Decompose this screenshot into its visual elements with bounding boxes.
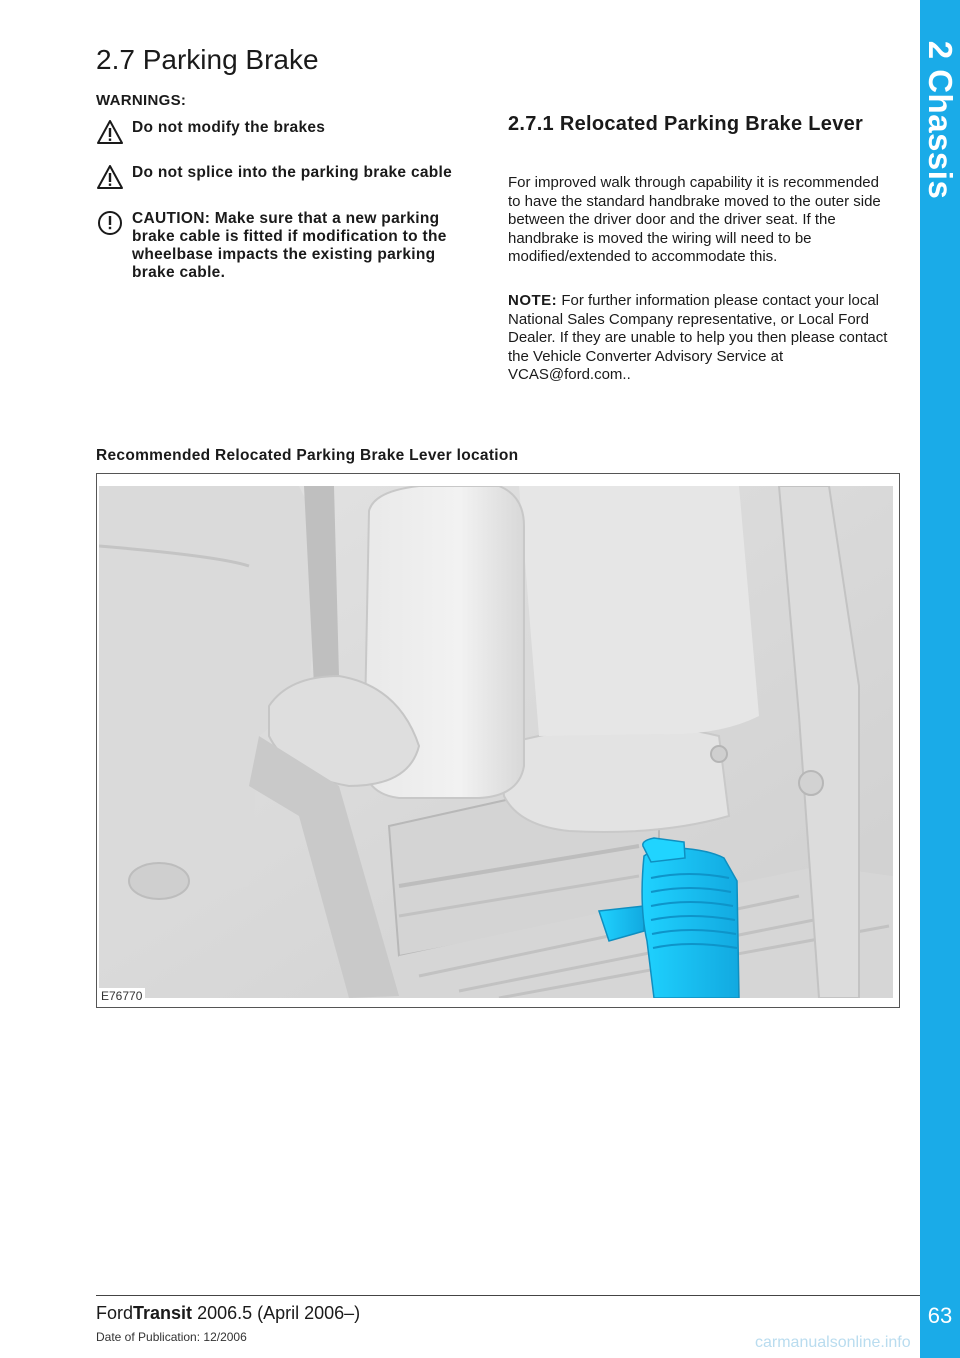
caution-text: CAUTION: Make sure that a new parking brake cable is fitted if modification to the wheelbase impacts the existing parking brake cable. bbox=[132, 210, 447, 281]
note-text: For further information please contact your local National Sales Company representative, or Local Ford Dealer. If they are unable to help you then please contact the Vehicle Converter Advisory Service at VCAS@ford.com.. bbox=[508, 292, 888, 384]
note-label: NOTE: bbox=[508, 292, 558, 309]
figure-id: E76770 bbox=[98, 988, 145, 1004]
caution-item bbox=[96, 210, 480, 306]
watermark: carmanualsonline.info bbox=[755, 1334, 911, 1351]
parking-brake-illustration bbox=[99, 486, 893, 998]
warnings-heading: WARNINGS: bbox=[96, 92, 187, 109]
caution-circle-icon bbox=[96, 210, 124, 236]
note-paragraph bbox=[508, 292, 892, 385]
warning-text: Do not splice into the parking brake cable bbox=[132, 164, 453, 181]
page-number: 63 bbox=[927, 1303, 953, 1328]
section-title: 2.7 Parking Brake bbox=[96, 44, 319, 75]
footer-title bbox=[96, 1303, 360, 1324]
warning-item bbox=[96, 164, 480, 204]
figure-caption: Recommended Relocated Parking Brake Lever location bbox=[96, 447, 519, 464]
footer-divider bbox=[96, 1295, 920, 1296]
warning-triangle-icon bbox=[96, 119, 124, 145]
footer-date: Date of Publication: 12/2006 bbox=[96, 1330, 247, 1344]
warning-text: Do not modify the brakes bbox=[132, 119, 326, 136]
warning-triangle-icon bbox=[96, 164, 124, 190]
footer-brand: Ford bbox=[96, 1303, 134, 1323]
footer-model: Transit bbox=[133, 1303, 193, 1323]
warning-item bbox=[96, 119, 480, 143]
footer-edition: 2006.5 (April 2006–) bbox=[197, 1303, 361, 1323]
body-paragraph: For improved walk through capability it is recommended to have the standard handbrake moved to the outer side between the driver door and the driver seat. If the handbrake is moved the wiring will need to be modified/extended to accommodate this. bbox=[508, 174, 881, 266]
figure bbox=[96, 473, 900, 1008]
subsection-title: 2.7.1 Relocated Parking Brake Lever bbox=[508, 113, 864, 135]
chapter-tab-label: 2 Chassis bbox=[922, 40, 959, 200]
chapter-tab bbox=[920, 0, 960, 1358]
